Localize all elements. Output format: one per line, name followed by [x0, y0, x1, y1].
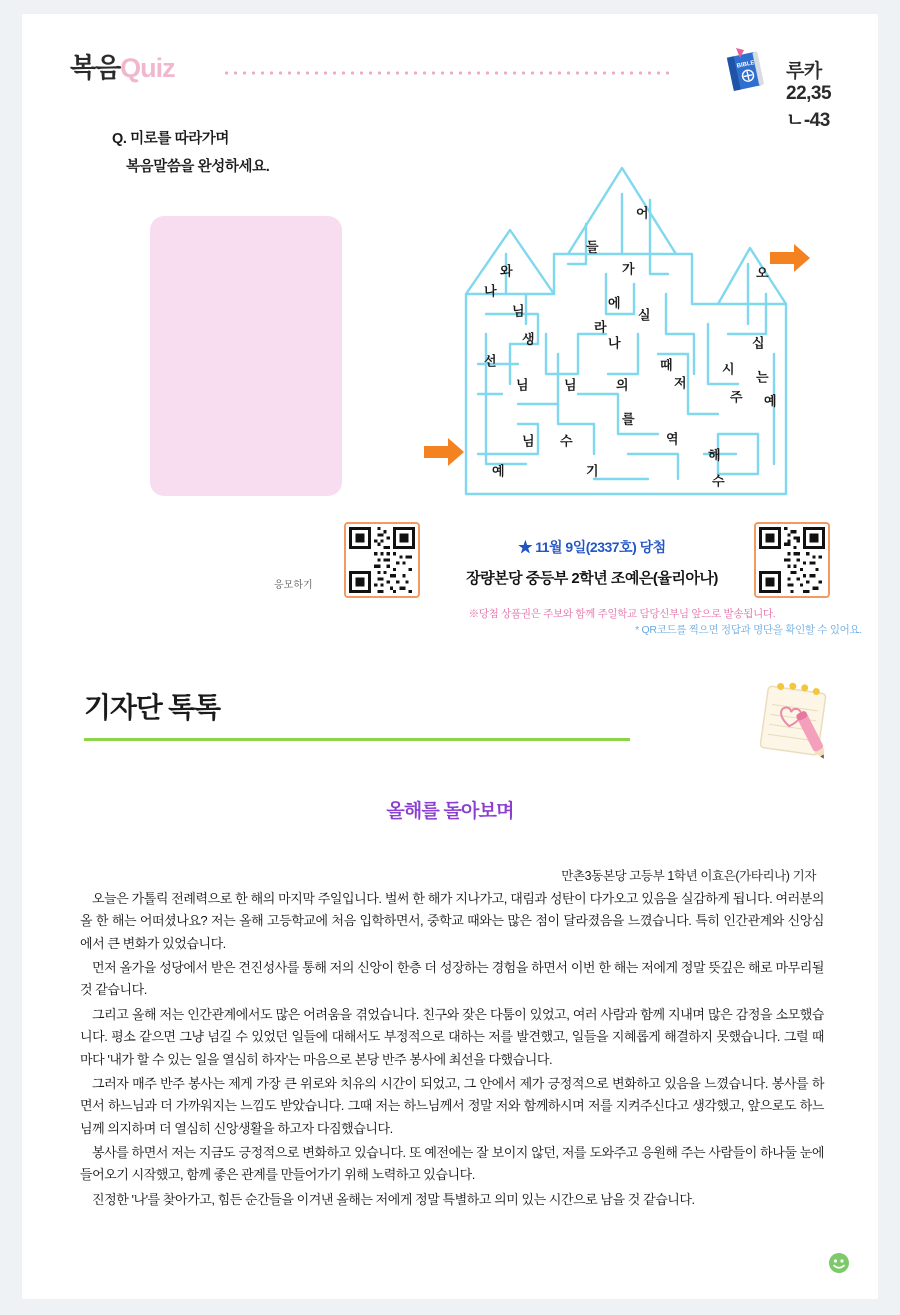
maze-char: 역 — [665, 431, 679, 447]
maze-char: 나 — [607, 335, 621, 351]
maze-char: 해 — [707, 447, 721, 463]
maze-char: 예 — [491, 463, 505, 479]
quiz-title-accent: Quiz — [120, 53, 175, 83]
quiz-question — [112, 126, 269, 181]
maze-graphic — [418, 134, 818, 514]
qr-entry-graphic — [349, 527, 415, 593]
article-paragraph: 진정한 '나'를 찾아가고, 힘든 순간들을 이겨낸 올해는 저에게 정말 특별하고 의미 있는 시간으로 남을 것 같습니다. — [92, 1191, 695, 1207]
maze-char: 를 — [621, 411, 635, 427]
maze-char: 실 — [637, 307, 651, 323]
maze-char: 님 — [563, 377, 577, 393]
maze-char: 들 — [585, 239, 599, 255]
maze-char: 선 — [483, 353, 497, 369]
page-sheet — [22, 14, 878, 1299]
maze-char: 시 — [721, 361, 735, 377]
answer-placeholder-box — [150, 216, 342, 496]
qr-entry-label: 응모하기 — [274, 580, 313, 591]
maze-char: 님 — [511, 303, 525, 319]
maze-char: 님 — [515, 377, 529, 393]
maze-char: 가 — [621, 261, 635, 277]
svg-text:BIBLE: BIBLE — [736, 60, 756, 70]
maze-char: 님 — [521, 433, 535, 449]
maze-char: 와 — [499, 263, 513, 279]
quiz-title — [70, 46, 175, 85]
prize-note: ※당첨 상품권은 주보와 함께 주일학교 담당신부님 앞으로 발송됩니다. — [468, 608, 776, 620]
qr-note: * QR코드를 찍으면 정답과 명단을 확인할 수 있어요. — [635, 624, 862, 636]
quiz-question-line2: 복음말씀을 완성하세요. — [126, 158, 270, 175]
memo-pencil-icon — [746, 678, 846, 764]
arrow-right-icon-entrance — [424, 438, 464, 466]
maze-char: 나 — [483, 283, 497, 299]
section-title-reporters: 기자단 톡톡 — [84, 692, 220, 723]
maze-char: 어 — [635, 205, 649, 221]
article-paragraph: 그러자 매주 반주 봉사는 제게 가장 큰 위로와 치유의 시간이 되었고, 그 안에서 제가 긍정적으로 변화하고 있음을 느꼈습니다. 봉사를 하면서 하느님과 더 가까워지는 느낌도 받았습니다. 그때 저는 하느님께서 정말 저와 함께하시며 저를 지켜주신다고 생각했고, 앞으로도 하느님께 의지하며 더 열심히 신앙생활을 하고자 다짐했습니다. — [80, 1075, 824, 1136]
section-divider — [84, 738, 630, 741]
maze-char: 오 — [755, 265, 769, 281]
article-title: 올해를 돌아보며 — [386, 801, 514, 822]
article-paragraph: 오늘은 가톨릭 전례력으로 한 해의 마지막 주일입니다. 벌써 한 해가 지나가고, 대림과 성탄이 다가오고 있음을 실감하게 됩니다. 여러분의 올 한 해는 어떠셨나요? 저는 올해 고등학교에 처음 입학하면서, 중학교 때와는 많은 점이 달라졌음을 느꼈습니다. 특히 인간관계와 신앙심에서 큰 변화가 있었습니다. — [80, 891, 824, 951]
maze-char: 예 — [763, 393, 777, 409]
maze-char: 때 — [659, 357, 673, 373]
quiz-header — [70, 40, 860, 131]
maze-char: 기 — [585, 463, 599, 479]
article-byline: 만촌3동본당 고등부 1학년 이효은(가타리나) 기자 — [561, 869, 816, 883]
maze-char: 의 — [615, 377, 629, 393]
maze-puzzle — [418, 134, 818, 514]
maze-char: 십 — [751, 335, 765, 351]
maze-char: 생 — [521, 331, 535, 347]
dotted-divider — [222, 70, 672, 76]
maze-char: 주 — [729, 389, 743, 405]
arrow-right-icon-exit — [770, 244, 810, 272]
winner-name: 장량본당 중등부 2학년 조예은(율리아나) — [466, 570, 718, 587]
maze-char: 수 — [559, 433, 573, 449]
scripture-reference: 루카 22,35ㄴ-43 — [786, 61, 832, 131]
qr-answer-graphic — [759, 527, 825, 593]
qr-code-entry[interactable] — [344, 522, 420, 598]
maze-char: 에 — [607, 295, 621, 311]
maze-char: 라 — [593, 319, 607, 335]
qr-code-answer[interactable] — [754, 522, 830, 598]
bible-book-icon — [720, 46, 772, 96]
article-body — [80, 888, 824, 1213]
article-paragraph: 그리고 올해 저는 인간관계에서도 많은 어려움을 겪었습니다. 친구와 잦은 다툼이 있었고, 여러 사람과 함께 지내며 많은 감정을 소모했습니다. 평소 같으면 그냥 넘길 수 있었던 일들에 대해서도 부정적으로 대하는 저를 발견했고, 일들을 지혜롭게 해결하지 못했습니다. 그럴 때마다 '내가 할 수 있는 일을 열심히 하자'는 마음으로 본당 반주 봉사에 최선을 다했습니다. — [80, 1006, 824, 1067]
winner-header: ★ 11월 9일(2337호) 당첨 — [518, 539, 666, 555]
article-paragraph: 봉사를 하면서 저는 지금도 긍정적으로 변화하고 있습니다. 또 예전에는 잘 보이지 않던, 저를 도와주고 응원해 주는 사람들이 하나둘 눈에 들어오기 시작했고, 함께 좋은 관계를 만들어가기 위해 노력하고 있습니다. — [80, 1144, 824, 1183]
smiley-stamp-icon — [828, 1252, 850, 1274]
quiz-title-main: 복음 — [70, 53, 121, 83]
maze-char: 저 — [673, 375, 687, 391]
maze-char: 수 — [711, 473, 725, 489]
quiz-question-line1: Q. 미로를 따라가며 — [112, 131, 230, 147]
article-paragraph: 먼저 올가을 성당에서 받은 견진성사를 통해 저의 신앙이 한층 더 성장하는 경험을 하면서 이번 한 해는 저에게 정말 뜻깊은 해로 마무리될 것 같습니다. — [80, 960, 824, 998]
maze-char: 는 — [755, 369, 769, 385]
